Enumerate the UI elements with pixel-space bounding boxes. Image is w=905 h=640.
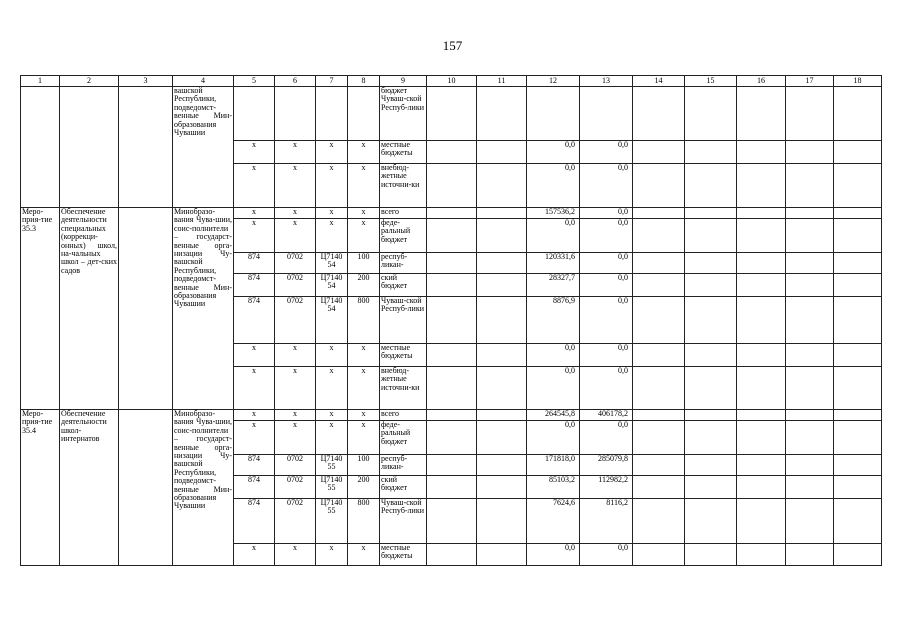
amount-cell	[527, 87, 580, 141]
expense-group-cell: х	[348, 544, 380, 566]
amount-cell: 0,0	[527, 421, 580, 455]
empty-cell	[786, 141, 834, 164]
data-row	[21, 410, 882, 421]
expense-group-cell	[348, 87, 380, 141]
target-article-cell: Ц7140 55	[316, 499, 348, 544]
expense-group-cell: х	[348, 421, 380, 455]
empty-cell	[633, 476, 685, 499]
amount-cell: 0,0	[527, 544, 580, 566]
empty-cell	[427, 208, 477, 219]
target-article-cell: Ц7140 54	[316, 297, 348, 344]
column-number-header: 1	[21, 76, 60, 87]
column-number-header: 18	[834, 76, 882, 87]
amount-cell: 264545,8	[527, 410, 580, 421]
amount-cell: 0,0	[580, 297, 633, 344]
amount-cell: 0,0	[527, 219, 580, 253]
empty-cell	[737, 274, 786, 297]
empty-cell	[633, 164, 685, 208]
empty-cell	[737, 208, 786, 219]
section-code-cell: 0702	[275, 274, 316, 297]
funding-source-cell: феде-ральный бюджет	[380, 219, 427, 253]
empty-cell	[633, 208, 685, 219]
empty-cell	[834, 410, 882, 421]
empty-cell	[427, 410, 477, 421]
expense-group-cell: х	[348, 367, 380, 410]
empty-cell	[685, 253, 737, 274]
measure-code-cell	[21, 87, 60, 208]
grbs-code-cell	[234, 87, 275, 141]
funding-source-cell: местные бюджеты	[380, 344, 427, 367]
amount-cell: 85103,2	[527, 476, 580, 499]
empty-cell	[737, 499, 786, 544]
empty-cell	[685, 455, 737, 476]
grbs-code-cell: х	[234, 410, 275, 421]
empty-cell	[119, 87, 173, 208]
column-number-header: 8	[348, 76, 380, 87]
measure-name-cell: Обеспечение деятельности школ-интернатов	[60, 410, 119, 566]
expense-group-cell: х	[348, 410, 380, 421]
target-article-cell: х	[316, 367, 348, 410]
budget-table	[20, 75, 881, 570]
section-code-cell: 0702	[275, 253, 316, 274]
section-code-cell: х	[275, 141, 316, 164]
empty-cell	[633, 274, 685, 297]
empty-cell	[427, 253, 477, 274]
amount-cell: 8876,9	[527, 297, 580, 344]
funding-source-cell: респуб-ликан-	[380, 253, 427, 274]
section-code-cell: х	[275, 410, 316, 421]
amount-cell: 0,0	[527, 164, 580, 208]
empty-cell	[477, 208, 527, 219]
empty-cell	[427, 344, 477, 367]
expense-group-cell: х	[348, 164, 380, 208]
expense-group-cell: 800	[348, 499, 380, 544]
expense-group-cell: х	[348, 208, 380, 219]
empty-cell	[737, 544, 786, 566]
empty-cell	[834, 455, 882, 476]
empty-cell	[685, 499, 737, 544]
empty-cell	[834, 367, 882, 410]
empty-cell	[633, 544, 685, 566]
funding-source-cell: Чуваш-ской Респуб-лики	[380, 297, 427, 344]
executor-cell: Минобразо-вания Чува-шии, соис-полнители – государст-венные орга-низации Чу-вашской Республики, подведомст-венные Мин-образования Чувашии	[173, 208, 234, 410]
column-number-header: 14	[633, 76, 685, 87]
section-code-cell: 0702	[275, 499, 316, 544]
empty-cell	[737, 421, 786, 455]
grbs-code-cell: х	[234, 208, 275, 219]
grbs-code-cell: х	[234, 421, 275, 455]
amount-cell: 0,0	[580, 141, 633, 164]
empty-cell	[737, 253, 786, 274]
funding-source-cell: Чуваш-ской Респуб-лики	[380, 499, 427, 544]
expense-group-cell: 100	[348, 455, 380, 476]
empty-cell	[477, 455, 527, 476]
expense-group-cell: 800	[348, 297, 380, 344]
empty-cell	[737, 367, 786, 410]
funding-source-cell: местные бюджеты	[380, 544, 427, 566]
empty-cell	[427, 544, 477, 566]
empty-cell	[477, 544, 527, 566]
empty-cell	[786, 544, 834, 566]
empty-cell	[685, 544, 737, 566]
data-row	[21, 87, 882, 141]
target-article-cell: х	[316, 208, 348, 219]
empty-cell	[427, 274, 477, 297]
empty-cell	[834, 274, 882, 297]
empty-cell	[633, 297, 685, 344]
empty-cell	[786, 367, 834, 410]
grbs-code-cell: х	[234, 544, 275, 566]
empty-cell	[685, 476, 737, 499]
column-number-header: 2	[60, 76, 119, 87]
amount-cell: 0,0	[580, 253, 633, 274]
target-article-cell: х	[316, 219, 348, 253]
empty-cell	[685, 297, 737, 344]
funding-source-cell: всего	[380, 410, 427, 421]
amount-cell: 0,0	[580, 219, 633, 253]
empty-cell	[786, 253, 834, 274]
section-code-cell: х	[275, 219, 316, 253]
empty-cell	[685, 87, 737, 141]
data-row	[21, 208, 882, 219]
grbs-code-cell: 874	[234, 455, 275, 476]
expense-group-cell: х	[348, 219, 380, 253]
amount-cell: 0,0	[580, 421, 633, 455]
empty-cell	[786, 164, 834, 208]
empty-cell	[737, 410, 786, 421]
empty-cell	[685, 219, 737, 253]
amount-cell: 112982,2	[580, 476, 633, 499]
empty-cell	[477, 274, 527, 297]
grbs-code-cell: 874	[234, 274, 275, 297]
empty-cell	[427, 367, 477, 410]
grbs-code-cell: х	[234, 367, 275, 410]
target-article-cell: Ц7140 54	[316, 274, 348, 297]
empty-cell	[477, 344, 527, 367]
empty-cell	[477, 141, 527, 164]
amount-cell: 157536,2	[527, 208, 580, 219]
empty-cell	[786, 219, 834, 253]
empty-cell	[685, 141, 737, 164]
amount-cell: 406178,2	[580, 410, 633, 421]
amount-cell: 8116,2	[580, 499, 633, 544]
empty-cell	[834, 544, 882, 566]
section-code-cell	[275, 87, 316, 141]
grbs-code-cell: х	[234, 344, 275, 367]
empty-cell	[477, 410, 527, 421]
page-number: 157	[442, 38, 463, 53]
amount-cell: 0,0	[580, 344, 633, 367]
empty-cell	[737, 141, 786, 164]
amount-cell: 0,0	[527, 344, 580, 367]
grbs-code-cell: х	[234, 219, 275, 253]
section-code-cell: х	[275, 421, 316, 455]
empty-cell	[427, 141, 477, 164]
empty-cell	[685, 208, 737, 219]
empty-cell	[786, 499, 834, 544]
empty-cell	[477, 297, 527, 344]
target-article-cell: х	[316, 141, 348, 164]
column-number-header: 9	[380, 76, 427, 87]
amount-cell: 0,0	[580, 274, 633, 297]
target-article-cell: х	[316, 544, 348, 566]
column-number-header: 17	[786, 76, 834, 87]
empty-cell	[477, 253, 527, 274]
amount-cell: 0,0	[527, 141, 580, 164]
empty-cell	[834, 208, 882, 219]
budget-table-body	[21, 76, 882, 566]
amount-cell	[580, 87, 633, 141]
empty-cell	[834, 164, 882, 208]
empty-cell	[427, 297, 477, 344]
empty-cell	[737, 219, 786, 253]
target-article-cell: х	[316, 164, 348, 208]
column-number-header: 12	[527, 76, 580, 87]
section-code-cell: х	[275, 208, 316, 219]
column-number-header: 4	[173, 76, 234, 87]
empty-cell	[633, 87, 685, 141]
empty-cell	[477, 499, 527, 544]
funding-source-cell: внебюд-жетные источни-ки	[380, 164, 427, 208]
empty-cell	[633, 219, 685, 253]
empty-cell	[786, 344, 834, 367]
column-number-header: 15	[685, 76, 737, 87]
grbs-code-cell: 874	[234, 499, 275, 544]
empty-cell	[834, 499, 882, 544]
measure-code-cell: Меро-прия-тие 35.4	[21, 410, 60, 566]
grbs-code-cell: х	[234, 141, 275, 164]
empty-cell	[427, 421, 477, 455]
empty-cell	[834, 253, 882, 274]
empty-cell	[786, 208, 834, 219]
empty-cell	[834, 476, 882, 499]
target-article-cell: Ц7140 54	[316, 253, 348, 274]
funding-source-cell: феде-ральный бюджет	[380, 421, 427, 455]
empty-cell	[737, 476, 786, 499]
funding-source-cell: бюджет Чуваш-ской Респуб-лики	[380, 87, 427, 141]
funding-source-cell: ский бюджет	[380, 274, 427, 297]
funding-source-cell: всего	[380, 208, 427, 219]
amount-cell: 171818,0	[527, 455, 580, 476]
empty-cell	[633, 367, 685, 410]
amount-cell: 120331,6	[527, 253, 580, 274]
target-article-cell	[316, 87, 348, 141]
empty-cell	[834, 141, 882, 164]
funding-source-cell: местные бюджеты	[380, 141, 427, 164]
empty-cell	[737, 87, 786, 141]
section-code-cell: 0702	[275, 476, 316, 499]
empty-cell	[737, 164, 786, 208]
empty-cell	[685, 410, 737, 421]
column-number-header: 10	[427, 76, 477, 87]
empty-cell	[834, 219, 882, 253]
section-code-cell: х	[275, 164, 316, 208]
empty-cell	[737, 455, 786, 476]
target-article-cell: Ц7140 55	[316, 455, 348, 476]
empty-cell	[633, 344, 685, 367]
empty-cell	[427, 87, 477, 141]
empty-cell	[685, 164, 737, 208]
empty-cell	[633, 421, 685, 455]
measure-name-cell: Обеспечение деятельности специальных (коррекци-онных) школ, на-чальных школ – дет-ских садов	[60, 208, 119, 410]
amount-cell: 0,0	[580, 544, 633, 566]
amount-cell: 7624,6	[527, 499, 580, 544]
target-article-cell: х	[316, 410, 348, 421]
column-number-header: 11	[477, 76, 527, 87]
empty-cell	[685, 421, 737, 455]
empty-cell	[477, 164, 527, 208]
empty-cell	[477, 476, 527, 499]
grbs-code-cell: х	[234, 164, 275, 208]
empty-cell	[685, 274, 737, 297]
target-article-cell: х	[316, 421, 348, 455]
empty-cell	[786, 274, 834, 297]
empty-cell	[834, 297, 882, 344]
empty-cell	[633, 455, 685, 476]
expense-group-cell: х	[348, 344, 380, 367]
section-code-cell: 0702	[275, 297, 316, 344]
empty-cell	[834, 87, 882, 141]
target-article-cell: Ц7140 55	[316, 476, 348, 499]
empty-cell	[427, 499, 477, 544]
section-code-cell: х	[275, 344, 316, 367]
executor-cell: Минобразо-вания Чува-шии, соис-полнители – государст-венные орга-низации Чу-вашской Республики, подведомст-венные Мин-образования Чувашии	[173, 410, 234, 566]
budget-table-grid	[20, 75, 882, 566]
empty-cell	[633, 410, 685, 421]
empty-cell	[427, 455, 477, 476]
empty-cell	[477, 219, 527, 253]
column-number-header: 13	[580, 76, 633, 87]
expense-group-cell: 200	[348, 274, 380, 297]
column-number-header: 5	[234, 76, 275, 87]
empty-cell	[427, 219, 477, 253]
empty-cell	[119, 410, 173, 566]
empty-cell	[633, 253, 685, 274]
empty-cell	[477, 87, 527, 141]
empty-cell	[737, 344, 786, 367]
empty-cell	[427, 476, 477, 499]
expense-group-cell: 200	[348, 476, 380, 499]
amount-cell: 0,0	[580, 164, 633, 208]
grbs-code-cell: 874	[234, 297, 275, 344]
expense-group-cell: х	[348, 141, 380, 164]
section-code-cell: х	[275, 367, 316, 410]
measure-name-cell	[60, 87, 119, 208]
executor-cell: вашской Республики, подведомст-венные Мин-образования Чувашии	[173, 87, 234, 208]
amount-cell: 285079,8	[580, 455, 633, 476]
empty-cell	[633, 499, 685, 544]
funding-source-cell: внебюд-жетные источни-ки	[380, 367, 427, 410]
empty-cell	[737, 297, 786, 344]
funding-source-cell: респуб-ликан-	[380, 455, 427, 476]
column-number-header: 6	[275, 76, 316, 87]
empty-cell	[786, 421, 834, 455]
section-code-cell: х	[275, 544, 316, 566]
expense-group-cell: 100	[348, 253, 380, 274]
empty-cell	[477, 421, 527, 455]
column-number-header: 16	[737, 76, 786, 87]
grbs-code-cell: 874	[234, 476, 275, 499]
grbs-code-cell: 874	[234, 253, 275, 274]
empty-cell	[786, 476, 834, 499]
funding-source-cell: ский бюджет	[380, 476, 427, 499]
empty-cell	[119, 208, 173, 410]
amount-cell: 28327,7	[527, 274, 580, 297]
empty-cell	[786, 410, 834, 421]
amount-cell: 0,0	[527, 367, 580, 410]
column-number-header: 3	[119, 76, 173, 87]
amount-cell: 0,0	[580, 208, 633, 219]
header-row	[21, 76, 882, 87]
empty-cell	[786, 297, 834, 344]
empty-cell	[477, 367, 527, 410]
column-number-header: 7	[316, 76, 348, 87]
target-article-cell: х	[316, 344, 348, 367]
empty-cell	[685, 344, 737, 367]
empty-cell	[834, 344, 882, 367]
empty-cell	[685, 367, 737, 410]
empty-cell	[786, 87, 834, 141]
measure-code-cell: Меро-прия-тие 35.3	[21, 208, 60, 410]
empty-cell	[834, 421, 882, 455]
empty-cell	[633, 141, 685, 164]
section-code-cell: 0702	[275, 455, 316, 476]
amount-cell: 0,0	[580, 367, 633, 410]
empty-cell	[427, 164, 477, 208]
empty-cell	[786, 455, 834, 476]
